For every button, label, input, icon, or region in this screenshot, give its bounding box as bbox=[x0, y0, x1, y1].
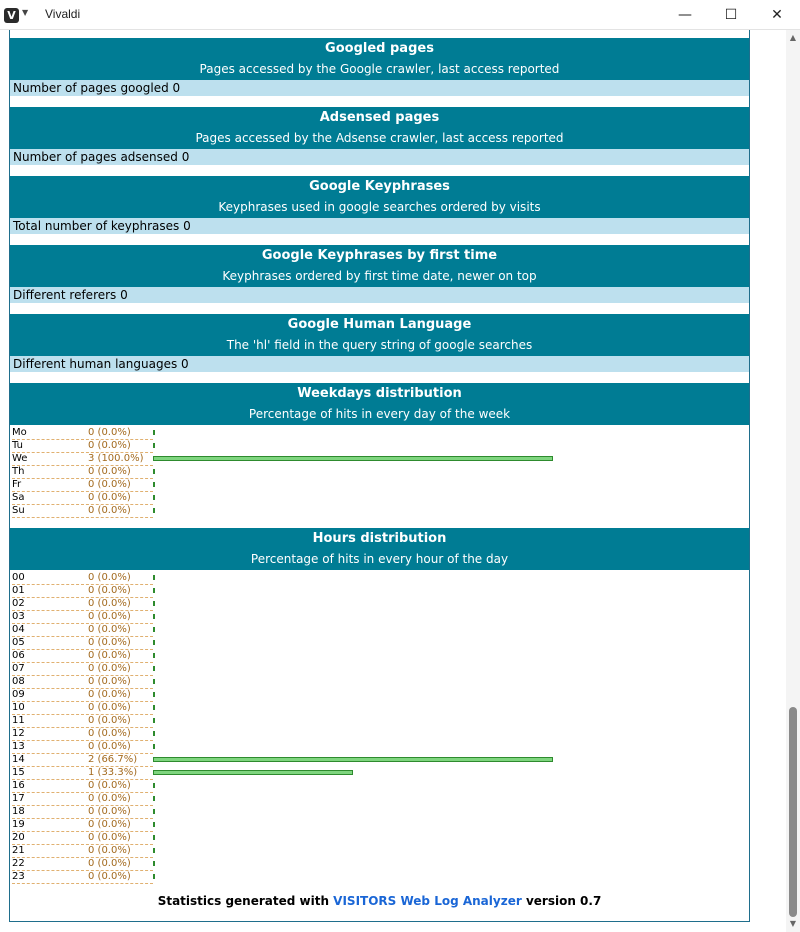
row-bar bbox=[153, 575, 155, 580]
distribution-row bbox=[10, 702, 749, 715]
footer-prefix: Statistics generated with bbox=[157, 894, 334, 908]
row-label: 18 bbox=[12, 806, 153, 819]
row-label: 05 bbox=[12, 637, 153, 650]
row-value: 0 (0.0%) bbox=[88, 440, 131, 451]
row-label: 14 bbox=[12, 754, 153, 767]
row-bar bbox=[153, 430, 155, 435]
row-bar bbox=[153, 835, 155, 840]
section-subtitle: Percentage of hits in every day of the week bbox=[248, 407, 511, 421]
row-label: Su bbox=[12, 505, 153, 518]
minimize-button[interactable]: — bbox=[678, 7, 692, 23]
section-title: Google Keyphrases by first time bbox=[261, 248, 498, 263]
row-bar bbox=[153, 848, 155, 853]
distribution-row bbox=[10, 780, 749, 793]
row-value: 0 (0.0%) bbox=[88, 741, 131, 752]
row-bar bbox=[153, 770, 353, 775]
section-title: Google Keyphrases bbox=[309, 179, 450, 194]
section-title: Google Human Language bbox=[287, 317, 472, 332]
row-label: 03 bbox=[12, 611, 153, 624]
row-value: 0 (0.0%) bbox=[88, 819, 131, 830]
row-bar bbox=[153, 796, 155, 801]
section-header bbox=[10, 176, 749, 218]
row-value: 0 (0.0%) bbox=[88, 663, 131, 674]
row-label: 20 bbox=[12, 832, 153, 845]
row-bar bbox=[153, 874, 155, 879]
section-info: Different referers 0 bbox=[10, 287, 749, 303]
hour-rows bbox=[10, 572, 749, 884]
row-label: 12 bbox=[12, 728, 153, 741]
vertical-scrollbar[interactable] bbox=[786, 30, 800, 932]
section-header bbox=[10, 528, 749, 570]
row-bar bbox=[153, 653, 155, 658]
section-info: Different human languages 0 bbox=[10, 356, 749, 372]
row-value: 3 (100.0%) bbox=[88, 453, 144, 464]
row-bar bbox=[153, 809, 155, 814]
row-bar bbox=[153, 692, 155, 697]
distribution-row bbox=[10, 858, 749, 871]
row-bar bbox=[153, 469, 155, 474]
distribution-row bbox=[10, 453, 749, 466]
distribution-row bbox=[10, 845, 749, 858]
row-value: 0 (0.0%) bbox=[88, 715, 131, 726]
row-label: 10 bbox=[12, 702, 153, 715]
section-header bbox=[10, 38, 749, 80]
distribution-row bbox=[10, 754, 749, 767]
row-value: 0 (0.0%) bbox=[88, 832, 131, 843]
report-page bbox=[9, 30, 750, 922]
row-value: 0 (0.0%) bbox=[88, 427, 131, 438]
row-label: Sa bbox=[12, 492, 153, 505]
distribution-row bbox=[10, 427, 749, 440]
section-info: Total number of keyphrases 0 bbox=[10, 218, 749, 234]
distribution-row bbox=[10, 871, 749, 884]
distribution-row bbox=[10, 793, 749, 806]
row-label: Mo bbox=[12, 427, 153, 440]
row-bar bbox=[153, 731, 155, 736]
row-label: 19 bbox=[12, 819, 153, 832]
maximize-button[interactable]: ☐ bbox=[724, 7, 738, 23]
scroll-up-arrow-icon[interactable]: ▲ bbox=[789, 33, 797, 42]
row-bar bbox=[153, 718, 155, 723]
section-adsensed-pages bbox=[10, 107, 749, 165]
row-label: We bbox=[12, 453, 153, 466]
section-keyphrases-first-time bbox=[10, 245, 749, 303]
row-label: 04 bbox=[12, 624, 153, 637]
row-label: 17 bbox=[12, 793, 153, 806]
row-bar bbox=[153, 495, 155, 500]
weekday-rows bbox=[10, 427, 749, 518]
row-label: 07 bbox=[12, 663, 153, 676]
distribution-row bbox=[10, 663, 749, 676]
row-bar bbox=[153, 456, 553, 461]
row-bar bbox=[153, 822, 155, 827]
vivaldi-logo-icon[interactable]: V bbox=[4, 8, 19, 23]
section-subtitle: Pages accessed by the Google crawler, last access reported bbox=[199, 62, 560, 76]
row-value: 0 (0.0%) bbox=[88, 492, 131, 503]
row-label: 06 bbox=[12, 650, 153, 663]
row-label: 16 bbox=[12, 780, 153, 793]
row-value: 0 (0.0%) bbox=[88, 585, 131, 596]
row-bar bbox=[153, 601, 155, 606]
row-value: 0 (0.0%) bbox=[88, 845, 131, 856]
row-value: 0 (0.0%) bbox=[88, 624, 131, 635]
row-value: 0 (0.0%) bbox=[88, 806, 131, 817]
row-value: 0 (0.0%) bbox=[88, 858, 131, 869]
section-google-keyphrases bbox=[10, 176, 749, 234]
row-label: 22 bbox=[12, 858, 153, 871]
section-googled-pages bbox=[10, 38, 749, 96]
row-value: 0 (0.0%) bbox=[88, 598, 131, 609]
section-subtitle: Percentage of hits in every hour of the day bbox=[250, 552, 509, 566]
row-label: 08 bbox=[12, 676, 153, 689]
chevron-down-icon[interactable]: ▼ bbox=[22, 8, 29, 17]
row-label: 21 bbox=[12, 845, 153, 858]
section-human-language bbox=[10, 314, 749, 372]
row-bar bbox=[153, 861, 155, 866]
distribution-row bbox=[10, 832, 749, 845]
row-bar bbox=[153, 744, 155, 749]
distribution-row bbox=[10, 598, 749, 611]
page-viewport bbox=[0, 30, 786, 932]
distribution-row bbox=[10, 767, 749, 780]
row-label: 00 bbox=[12, 572, 153, 585]
footer bbox=[10, 894, 749, 908]
section-subtitle: Pages accessed by the Adsense crawler, last access reported bbox=[195, 131, 564, 145]
row-bar bbox=[153, 783, 155, 788]
distribution-row bbox=[10, 466, 749, 479]
distribution-row bbox=[10, 819, 749, 832]
window-title: Vivaldi bbox=[45, 7, 81, 21]
row-bar bbox=[153, 640, 155, 645]
section-header bbox=[10, 245, 749, 287]
section-subtitle: Keyphrases used in google searches ordered by visits bbox=[218, 200, 541, 214]
section-header bbox=[10, 314, 749, 356]
distribution-row bbox=[10, 806, 749, 819]
section-header bbox=[10, 383, 749, 425]
row-value: 0 (0.0%) bbox=[88, 479, 131, 490]
row-value: 0 (0.0%) bbox=[88, 676, 131, 687]
section-weekdays bbox=[10, 383, 749, 518]
row-bar bbox=[153, 679, 155, 684]
row-value: 0 (0.0%) bbox=[88, 611, 131, 622]
row-value: 0 (0.0%) bbox=[88, 637, 131, 648]
row-label: 02 bbox=[12, 598, 153, 611]
row-label: Th bbox=[12, 466, 153, 479]
row-label: 09 bbox=[12, 689, 153, 702]
section-title: Hours distribution bbox=[312, 531, 447, 546]
row-bar bbox=[153, 588, 155, 593]
distribution-row bbox=[10, 479, 749, 492]
row-label: 13 bbox=[12, 741, 153, 754]
section-header bbox=[10, 107, 749, 149]
row-value: 0 (0.0%) bbox=[88, 702, 131, 713]
row-bar bbox=[153, 666, 155, 671]
row-bar bbox=[153, 508, 155, 513]
distribution-row bbox=[10, 637, 749, 650]
row-value: 0 (0.0%) bbox=[88, 505, 131, 516]
distribution-row bbox=[10, 611, 749, 624]
row-value: 0 (0.0%) bbox=[88, 728, 131, 739]
row-label: 15 bbox=[12, 767, 153, 780]
row-label: Fr bbox=[12, 479, 153, 492]
section-hours bbox=[10, 528, 749, 884]
row-value: 1 (33.3%) bbox=[88, 767, 138, 778]
visitors-link[interactable]: VISITORS Web Log Analyzer bbox=[333, 894, 522, 908]
window-titlebar bbox=[0, 0, 800, 30]
row-label: Tu bbox=[12, 440, 153, 453]
row-label: 01 bbox=[12, 585, 153, 598]
row-value: 0 (0.0%) bbox=[88, 871, 131, 882]
section-title: Weekdays distribution bbox=[297, 386, 462, 401]
row-value: 0 (0.0%) bbox=[88, 572, 131, 583]
row-bar bbox=[153, 443, 155, 448]
distribution-row bbox=[10, 572, 749, 585]
row-value: 0 (0.0%) bbox=[88, 650, 131, 661]
row-value: 0 (0.0%) bbox=[88, 780, 131, 791]
row-label: 23 bbox=[12, 871, 153, 884]
distribution-row bbox=[10, 585, 749, 598]
distribution-row bbox=[10, 440, 749, 453]
distribution-row bbox=[10, 624, 749, 637]
row-value: 0 (0.0%) bbox=[88, 466, 131, 477]
row-bar bbox=[153, 482, 155, 487]
section-info: Number of pages googled 0 bbox=[10, 80, 749, 96]
section-subtitle: Keyphrases ordered by first time date, newer on top bbox=[222, 269, 537, 283]
distribution-row bbox=[10, 689, 749, 702]
row-value: 0 (0.0%) bbox=[88, 689, 131, 700]
section-subtitle: The 'hl' field in the query string of google searches bbox=[226, 338, 533, 352]
distribution-row bbox=[10, 715, 749, 728]
distribution-row bbox=[10, 676, 749, 689]
distribution-row bbox=[10, 492, 749, 505]
row-bar bbox=[153, 705, 155, 710]
section-title: Googled pages bbox=[325, 41, 434, 56]
row-label: 11 bbox=[12, 715, 153, 728]
footer-suffix: version 0.7 bbox=[521, 894, 602, 908]
row-value: 0 (0.0%) bbox=[88, 793, 131, 804]
distribution-row bbox=[10, 741, 749, 754]
scroll-down-arrow-icon[interactable]: ▼ bbox=[789, 919, 797, 928]
row-bar bbox=[153, 614, 155, 619]
row-value: 2 (66.7%) bbox=[88, 754, 138, 765]
close-button[interactable]: ✕ bbox=[771, 7, 783, 23]
section-info: Number of pages adsensed 0 bbox=[10, 149, 749, 165]
distribution-row bbox=[10, 505, 749, 518]
row-bar bbox=[153, 627, 155, 632]
distribution-row bbox=[10, 650, 749, 663]
distribution-row bbox=[10, 728, 749, 741]
row-bar bbox=[153, 757, 553, 762]
section-title: Adsensed pages bbox=[319, 110, 440, 125]
scrollbar-thumb[interactable] bbox=[789, 707, 797, 917]
